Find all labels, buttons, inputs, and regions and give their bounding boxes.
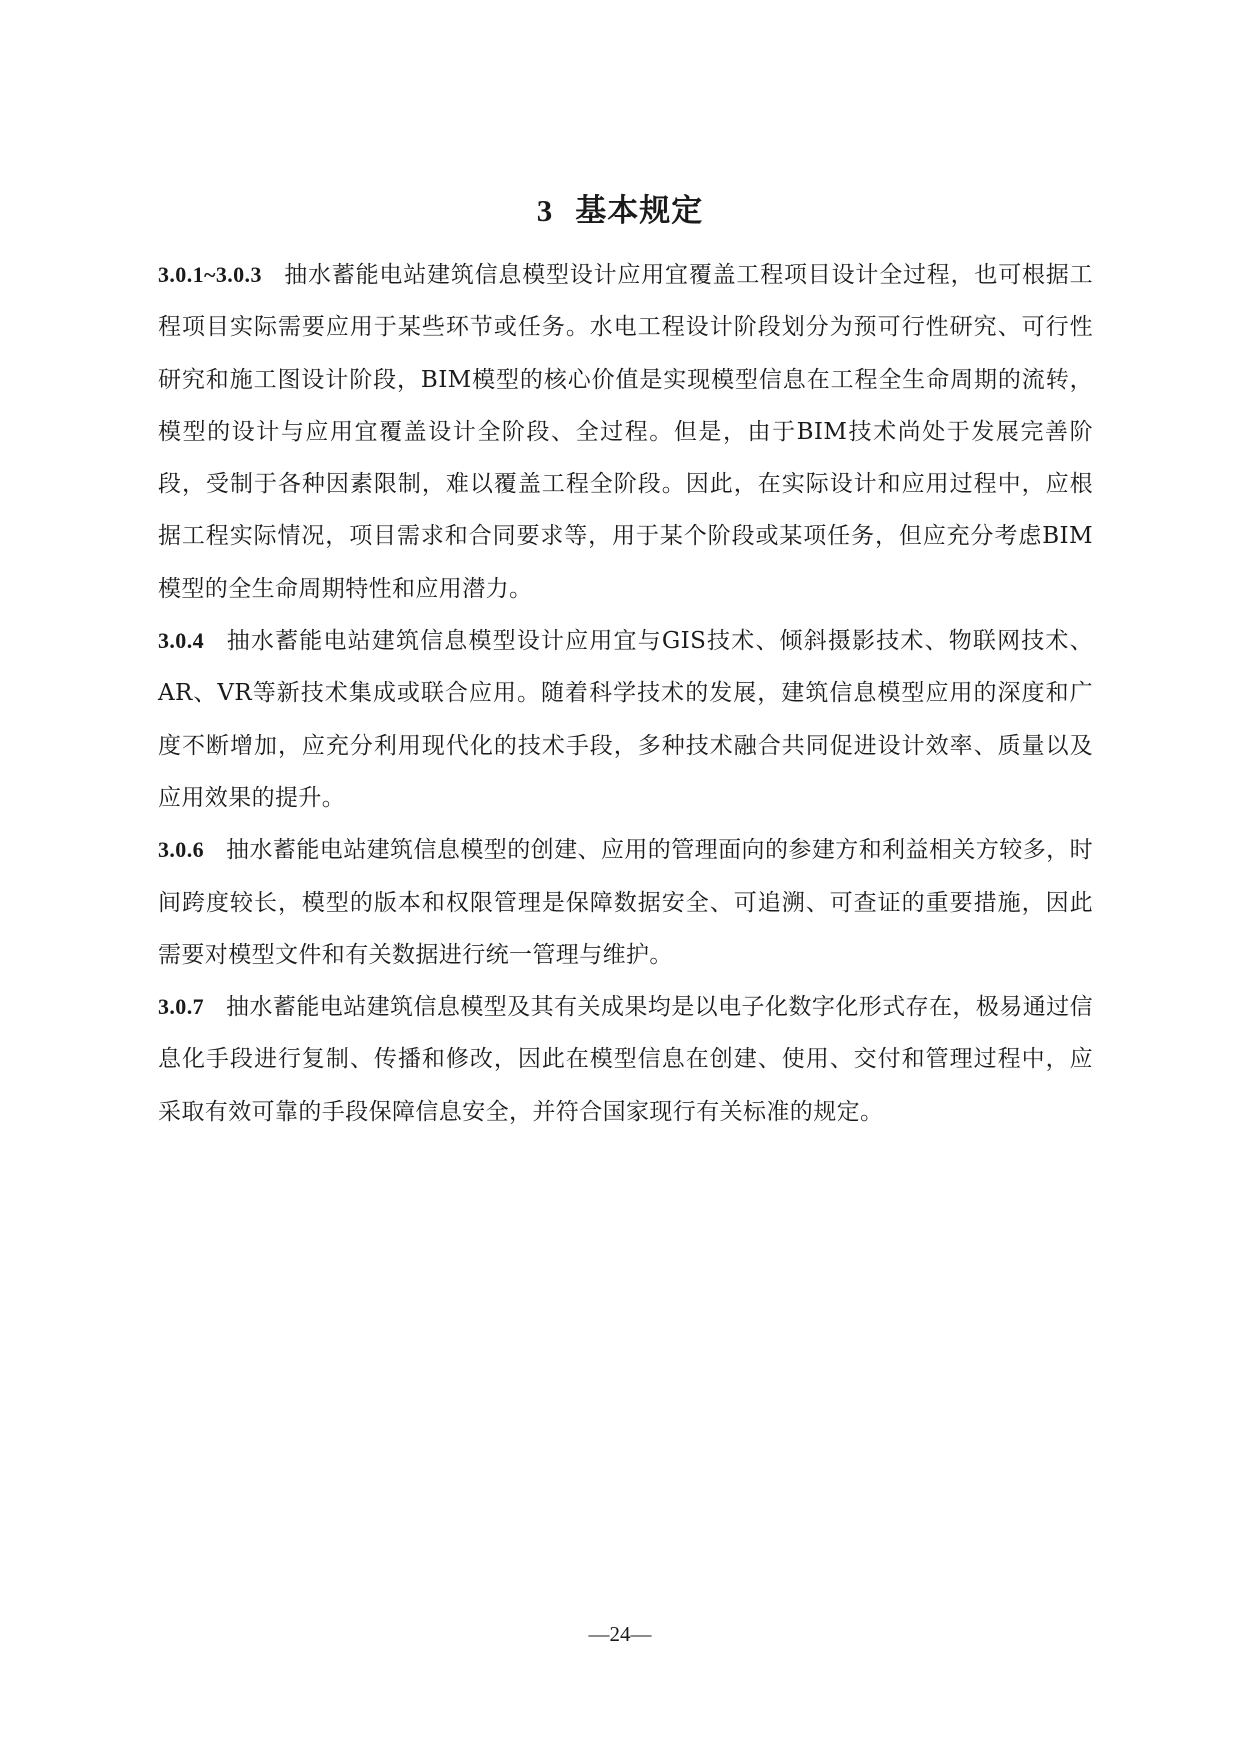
clause-3-0-1	[158, 249, 1093, 615]
clause-3-0-6	[158, 824, 1093, 981]
page-number: —24—	[588, 1622, 652, 1646]
clause-text: 抽水蓄能电站建筑信息模型的创建、应用的管理面向的参建方和利益相关方较多，时间跨度较长，模型的版本和权限管理是保障数据安全、可追溯、可查证的重要措施，因此需要对模型文件和有关数据进行统一管理与维护。	[158, 837, 1093, 968]
clause-3-0-4	[158, 615, 1093, 824]
clause-3-0-7	[158, 981, 1093, 1138]
chapter-title-text: 基本规定	[575, 193, 704, 229]
clause-number: 3.0.4	[158, 628, 204, 654]
clause-text: 抽水蓄能电站建筑信息模型设计应用宜与GIS技术、倾斜摄影技术、物联网技术、AR、VR等新技术集成或联合应用。随着科学技术的发展，建筑信息模型应用的深度和广度不断增加，应充分利用现代化的技术手段，多种技术融合共同促进设计效率、质量以及应用效果的提升。	[158, 628, 1093, 811]
clause-list	[158, 249, 1093, 1138]
chapter-number: 3	[536, 193, 554, 228]
chapter-title	[0, 191, 1240, 231]
clause-number: 3.0.6	[158, 837, 204, 863]
clause-text: 抽水蓄能电站建筑信息模型设计应用宜覆盖工程项目设计全过程，也可根据工程项目实际需要应用于某些环节或任务。水电工程设计阶段划分为预可行性研究、可行性研究和施工图设计阶段，BIM模型的核心价值是实现模型信息在工程全生命周期的流转，模型的设计与应用宜覆盖设计全阶段、全过程。但是，由于BIM技术尚处于发展完善阶段，受制于各种因素限制，难以覆盖工程全阶段。因此，在实际设计和应用过程中，应根据工程实际情况，项目需求和合同要求等，用于某个阶段或某项任务，但应充分考虑BIM模型的全生命周期特性和应用潜力。	[158, 262, 1093, 602]
clause-number: 3.0.1~3.0.3	[158, 262, 262, 287]
clause-text: 抽水蓄能电站建筑信息模型及其有关成果均是以电子化数字化形式存在，极易通过信息化手段进行复制、传播和修改，因此在模型信息在创建、使用、交付和管理过程中，应采取有效可靠的手段保障信息安全，并符合国家现行有关标准的规定。	[158, 994, 1093, 1125]
clause-number: 3.0.7	[158, 994, 204, 1020]
